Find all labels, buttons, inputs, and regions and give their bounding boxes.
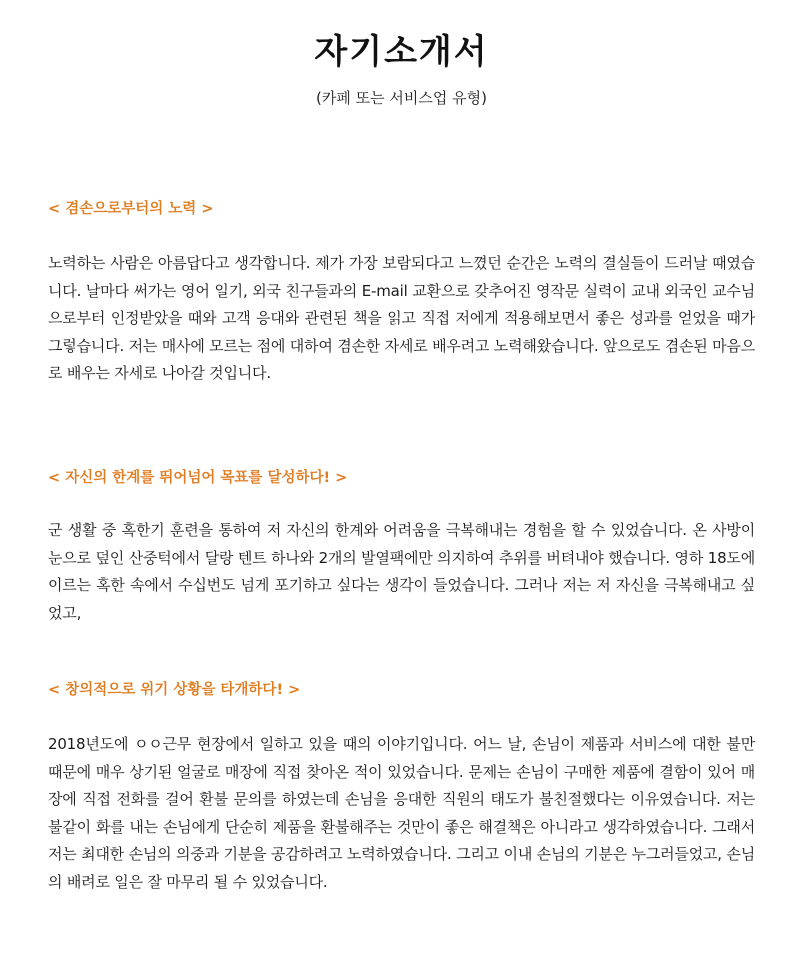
section-body-overcoming-limits: 군 생활 중 혹한기 훈련을 통하여 저 자신의 한계와 어려움을 극복해내는 경험을 할 수 있었습니다. 온 사방이 눈으로 덮인 산중턱에서 달랑 텐트 하나와 2개의 발열팩에만 의지하여 추위를 버텨내야 했습니다. 영하 18도에 이르는 혹한 속에서 수십번도 넘게 포기하고 싶다는 생각이 들었습니다. 그러나 저는 저 자신을 극복해내고 싶었고, [48,521,755,622]
section-heading-humility: < 겸손으로부터의 노력 > [48,201,214,217]
section-body-creative-crisis: 2018년도에 ㅇㅇ근무 현장에서 일하고 있을 때의 이야기입니다. 어느 날, 손님이 제품과 서비스에 대한 불만 때문에 매우 상기된 얼굴로 매장에 직접 찾아온 적이 있었습니다. 문제는 손님이 구매한 제품에 결함이 있어 매장에 직접 전화를 걸어 환불 문의를 하였는데 손님을 응대한 직원의 태도가 불친절했다는 이유였습니다. 저는 불같이 화를 내는 손님에게 단순히 제품을 환불해주는 것만이 좋은 해결책은 아니라고 생각하였습니다. 그래서 저는 최대한 손님의 의중과 기분을 공감하려고 노력하였습니다. 그리고 이내 손님의 기분은 누그러들었고, 손님의 배려로 일은 잘 마무리 될 수 있었습니다. [48,735,756,891]
page-title: 자기소개서 [314,32,489,72]
page-subtitle: (카페 또는 서비스업 유형) [316,89,487,107]
section-body-humility: 노력하는 사람은 아름답다고 생각합니다. 제가 가장 보람되다고 느꼈던 순간은 노력의 결실들이 드러날 때였습니다. 날마다 써가는 영어 일기, 외국 친구들과의 E-mail 교환으로 갖추어진 영작문 실력이 교내 외국인 교수님으로부터 인정받았을 때와 고객 응대와 관련된 책을 읽고 직접 저에게 적용해보면서 좋은 성과를 얻었을 때가 그렇습니다. 저는 매사에 모르는 점에 대하여 겸손한 자세로 배우려고 노력해왔습니다. 앞으로도 겸손된 마음으로 배우는 자세로 나아갈 것입니다. [48,254,756,383]
section-heading-creative-crisis: < 창의적으로 위기 상황을 타개하다! > [48,682,301,698]
section-heading-overcoming-limits: < 자신의 한계를 뛰어넘어 목표를 달성하다! > [48,470,348,486]
